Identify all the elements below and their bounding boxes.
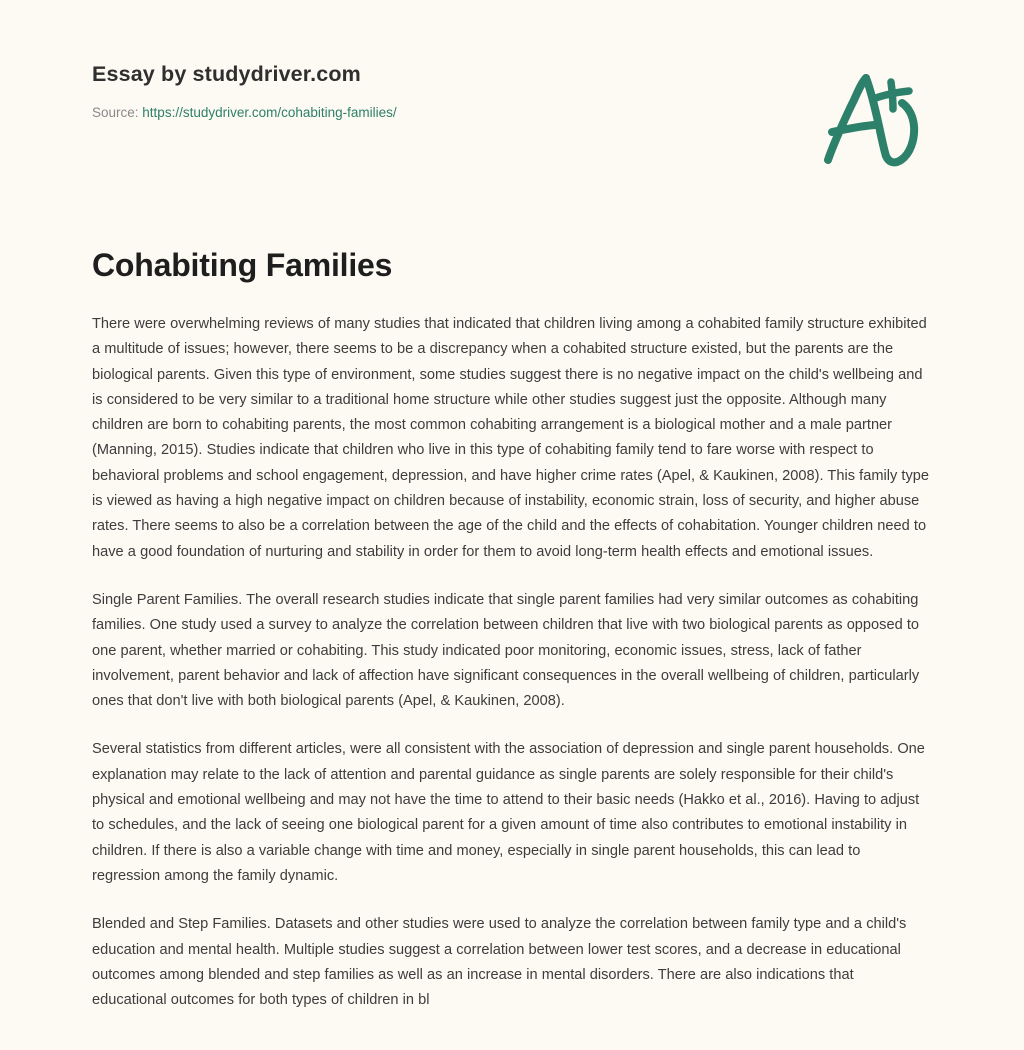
header-text-block — [92, 62, 732, 121]
body-paragraph: There were overwhelming reviews of many studies that indicated that children living among a cohabited family structure exhibited a multitude of issues; however, there seems to be a discrepancy when a cohabited structure existed, but the parents are the biological parents. Given this type of environment, some studies suggest there is no negative impact on the child's wellbeing and is considered to be very similar to a traditional home structure while other studies suggest just the opposite. Although many children are born to cohabiting parents, the most common cohabiting arrangement is a biological mother and a male partner (Manning, 2015). Studies indicate that children who live in this type of cohabiting family tend to fare worse with respect to behavioral problems and school engagement, depression, and have higher crime rates (Apel, & Kaukinen, 2008). This family type is viewed as having a high negative impact on children because of instability, economic strain, loss of security, and higher abuse rates. There seems to also be a correlation between the age of the child and the effects of cohabitation. Younger children need to have a good foundation of nurturing and stability in order for them to avoid long-term health effects and emotional issues. — [92, 316, 929, 560]
document-header — [0, 0, 1024, 200]
body-paragraph: Blended and Step Families. Datasets and other studies were used to analyze the correlation between family type and a child's education and mental health. Multiple studies suggest a correlation between lower test scores, and a decrease in educational outcomes among blended and step families as well as an increase in mental disorders. There are also indications that educational outcomes for both types of children in bl — [92, 916, 907, 1009]
page-title: Cohabiting Families — [92, 247, 393, 283]
a-plus-logo-icon — [812, 68, 928, 168]
essay-byline: Essay by studydriver.com — [92, 62, 361, 86]
body-paragraph: Single Parent Families. The overall research studies indicate that single parent families had very similar outcomes as cohabiting families. One study used a survey to analyze the correlation between children that live with two biological parents as opposed to one parent, whether married or cohabiting. This study indicated poor monitoring, economic issues, stress, lack of father involvement, parent behavior and lack of affection have significant consequences in the overall wellbeing of children, particularly ones that don't live with both biological parents (Apel, & Kaukinen, 2008). — [92, 591, 920, 710]
document-body — [92, 312, 932, 1050]
source-label: Source: — [92, 104, 139, 120]
source-line — [92, 104, 732, 122]
source-url-link[interactable]: https://studydriver.com/cohabiting-families/ — [142, 104, 397, 120]
a-plus-logo[interactable] — [812, 68, 928, 168]
body-paragraph: Several statistics from different articles, were all consistent with the association of depression and single parent households. One explanation may relate to the lack of attention and parental guidance as single parents are solely responsible for their child's physical and emotional wellbeing and may not have the time to attend to their basic needs (Hakko et al., 2016). Having to adjust to schedules, and the lack of seeing one biological parent for a given amount of time also contributes to emotional instability in children. If there is also a variable change with time and money, especially in single parent households, this can lead to regression among the family dynamic. — [92, 741, 925, 884]
